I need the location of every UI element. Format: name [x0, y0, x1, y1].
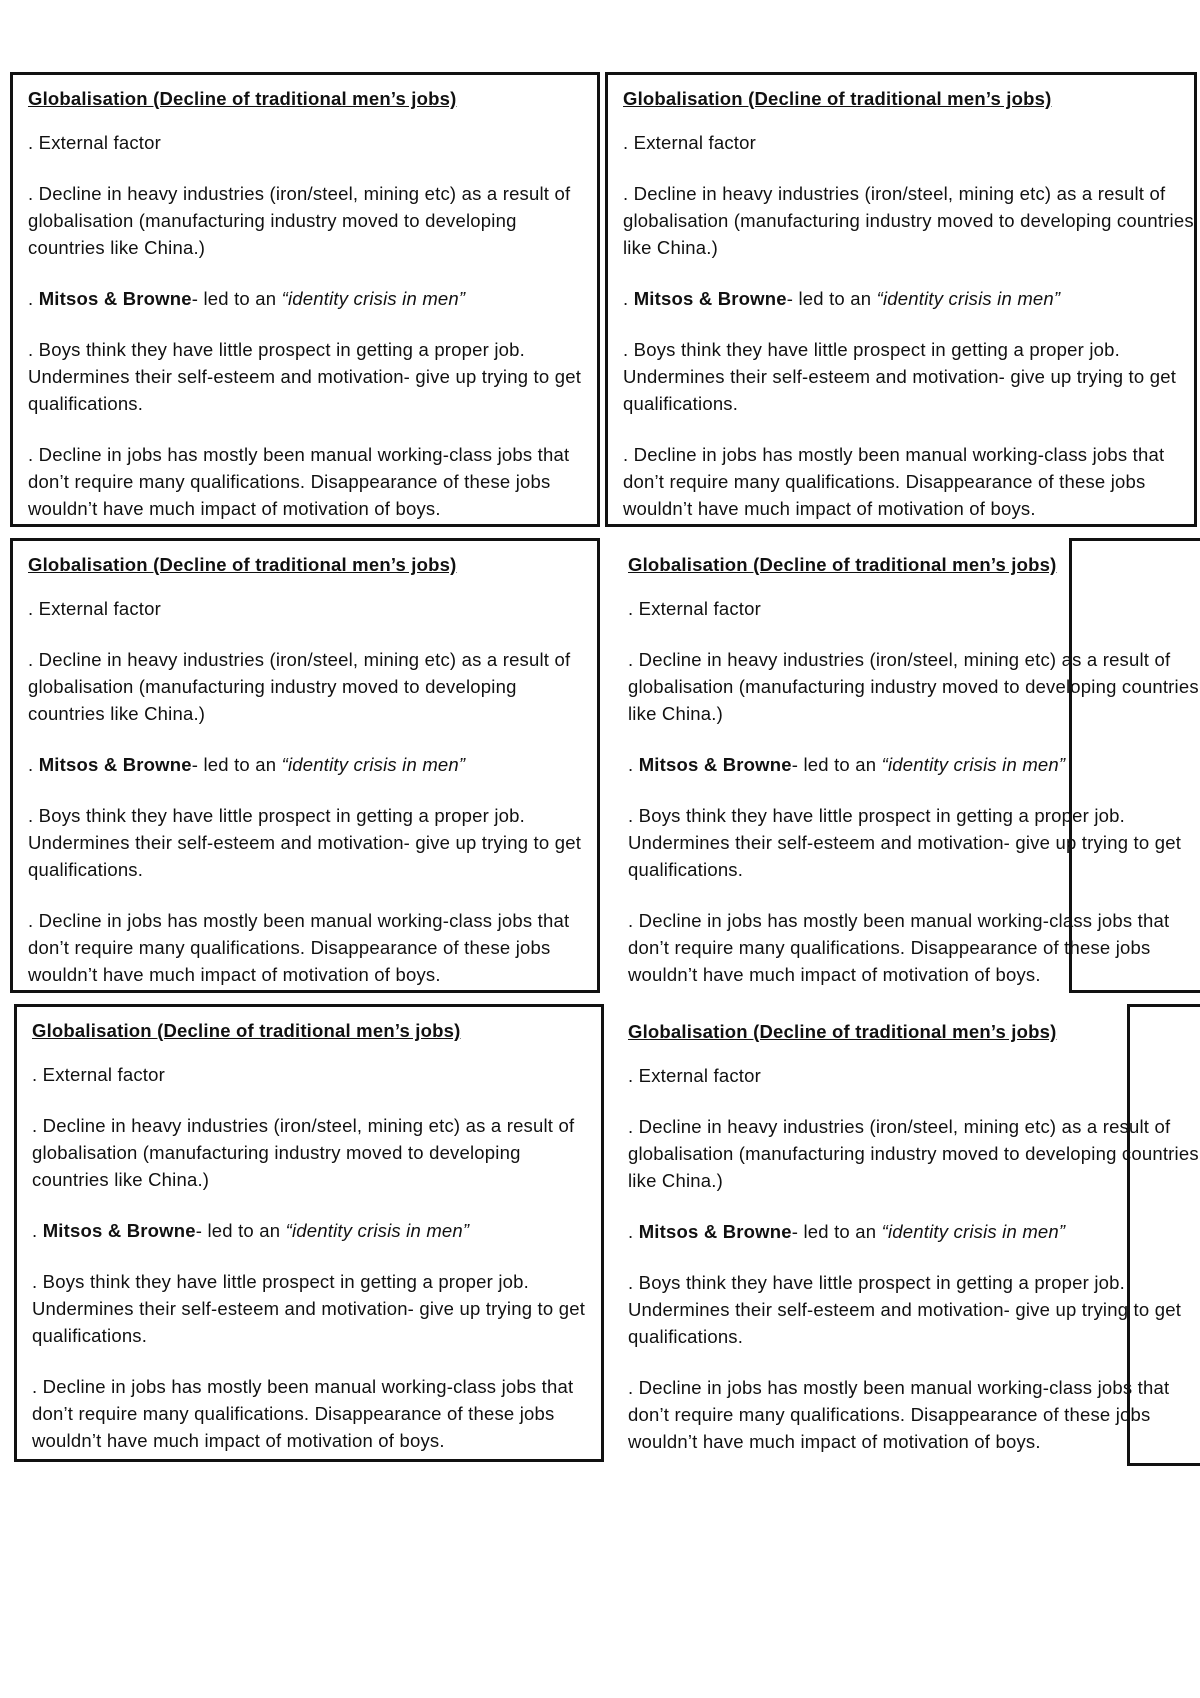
mitsos-prefix: . — [32, 1220, 43, 1241]
card-title: Globalisation (Decline of traditional men’s jobs) — [28, 554, 457, 575]
card-boys-think: . Boys think they have little prospect in getting a proper job. Undermines their self-esteem and motivation- give up trying to get qualifications. — [623, 339, 1177, 414]
card-title: Globalisation (Decline of traditional men’s jobs) — [628, 554, 1057, 575]
mitsos-name: Mitsos & Browne — [38, 288, 192, 309]
mitsos-quote: “identity crisis in men” — [285, 1220, 470, 1241]
card-boys-think: . Boys think they have little prospect in getting a proper job. Undermines their self-esteem and motivation- give up trying to get qualifications. — [28, 805, 582, 880]
mitsos-quote: “identity crisis in men” — [281, 288, 466, 309]
mitsos-name: Mitsos & Browne — [638, 754, 792, 775]
card-frame-offset — [1127, 1004, 1200, 1466]
card-decline-jobs: . Decline in jobs has mostly been manual working-class jobs that don’t require many qualifications. Disappearance of these jobs wouldn’t have much impact of motivation of boys. — [628, 910, 1170, 985]
mitsos-name: Mitsos & Browne — [38, 754, 192, 775]
card-external-factor: . External factor — [32, 1064, 165, 1085]
card-decline-jobs: . Decline in jobs has mostly been manual working-class jobs that don’t require many qualifications. Disappearance of these jobs wouldn’t have much impact of motivation of boys. — [623, 444, 1165, 519]
card-title: Globalisation (Decline of traditional men’s jobs) — [28, 88, 457, 109]
card-decline-jobs: . Decline in jobs has mostly been manual working-class jobs that don’t require many qualifications. Disappearance of these jobs wouldn’t have much impact of motivation of boys. — [32, 1376, 574, 1451]
mitsos-mid: - led to an — [191, 288, 282, 309]
card-frame-offset — [1069, 538, 1200, 993]
mitsos-name: Mitsos & Browne — [42, 1220, 196, 1241]
card-decline-jobs: . Decline in jobs has mostly been manual working-class jobs that don’t require many qualifications. Disappearance of these jobs wouldn’t have much impact of motivation of boys. — [628, 1377, 1170, 1452]
revision-card-5 — [14, 1004, 604, 1462]
card-external-factor: . External factor — [628, 598, 761, 619]
card-decline-heavy-industries: . Decline in heavy industries (iron/steel, mining etc) as a result of globalisation (manufacturing industry moved to developing countries like China.) — [628, 649, 1199, 724]
card-mitsos-browne — [623, 285, 1194, 312]
mitsos-prefix: . — [28, 288, 39, 309]
card-title: Globalisation (Decline of traditional men’s jobs) — [32, 1020, 461, 1041]
card-external-factor: . External factor — [623, 132, 756, 153]
mitsos-quote: “identity crisis in men” — [881, 1221, 1066, 1242]
mitsos-mid: - led to an — [191, 754, 282, 775]
revision-card-6 — [613, 1008, 1200, 1466]
card-decline-jobs: . Decline in jobs has mostly been manual working-class jobs that don’t require many qualifications. Disappearance of these jobs wouldn’t have much impact of motivation of boys. — [28, 444, 570, 519]
mitsos-mid: - led to an — [195, 1220, 286, 1241]
card-mitsos-browne — [28, 285, 597, 312]
card-boys-think: . Boys think they have little prospect in getting a proper job. Undermines their self-esteem and motivation- give up trying to get qualifications. — [628, 1272, 1182, 1347]
mitsos-quote: “identity crisis in men” — [881, 754, 1066, 775]
revision-card-1 — [10, 72, 600, 527]
mitsos-quote: “identity crisis in men” — [876, 288, 1061, 309]
mitsos-mid: - led to an — [791, 1221, 882, 1242]
card-mitsos-browne — [28, 751, 597, 778]
card-mitsos-browne — [628, 1218, 1200, 1245]
mitsos-name: Mitsos & Browne — [633, 288, 787, 309]
mitsos-mid: - led to an — [791, 754, 882, 775]
card-external-factor: . External factor — [28, 598, 161, 619]
card-title: Globalisation (Decline of traditional men’s jobs) — [628, 1021, 1057, 1042]
mitsos-prefix: . — [28, 754, 39, 775]
mitsos-prefix: . — [628, 1221, 639, 1242]
mitsos-name: Mitsos & Browne — [638, 1221, 792, 1242]
card-mitsos-browne — [32, 1217, 601, 1244]
mitsos-quote: “identity crisis in men” — [281, 754, 466, 775]
card-external-factor: . External factor — [628, 1065, 761, 1086]
card-decline-heavy-industries: . Decline in heavy industries (iron/steel, mining etc) as a result of globalisation (manufacturing industry moved to developing countries like China.) — [28, 183, 571, 258]
card-boys-think: . Boys think they have little prospect in getting a proper job. Undermines their self-esteem and motivation- give up trying to get qualifications. — [32, 1271, 586, 1346]
mitsos-prefix: . — [628, 754, 639, 775]
card-boys-think: . Boys think they have little prospect in getting a proper job. Undermines their self-esteem and motivation- give up trying to get qualifications. — [628, 805, 1182, 880]
mitsos-prefix: . — [623, 288, 634, 309]
card-decline-heavy-industries: . Decline in heavy industries (iron/steel, mining etc) as a result of globalisation (manufacturing industry moved to developing countries like China.) — [628, 1116, 1199, 1191]
card-decline-heavy-industries: . Decline in heavy industries (iron/steel, mining etc) as a result of globalisation (manufacturing industry moved to developing countries like China.) — [28, 649, 571, 724]
card-decline-jobs: . Decline in jobs has mostly been manual working-class jobs that don’t require many qualifications. Disappearance of these jobs wouldn’t have much impact of motivation of boys. — [28, 910, 570, 985]
card-decline-heavy-industries: . Decline in heavy industries (iron/steel, mining etc) as a result of globalisation (manufacturing industry moved to developing countries like China.) — [32, 1115, 575, 1190]
card-decline-heavy-industries: . Decline in heavy industries (iron/steel, mining etc) as a result of globalisation (manufacturing industry moved to developing countries like China.) — [623, 183, 1194, 258]
card-external-factor: . External factor — [28, 132, 161, 153]
revision-card-2 — [605, 72, 1197, 527]
card-title: Globalisation (Decline of traditional men’s jobs) — [623, 88, 1052, 109]
revision-card-3 — [10, 538, 600, 993]
card-boys-think: . Boys think they have little prospect in getting a proper job. Undermines their self-esteem and motivation- give up trying to get qualifications. — [28, 339, 582, 414]
mitsos-mid: - led to an — [786, 288, 877, 309]
